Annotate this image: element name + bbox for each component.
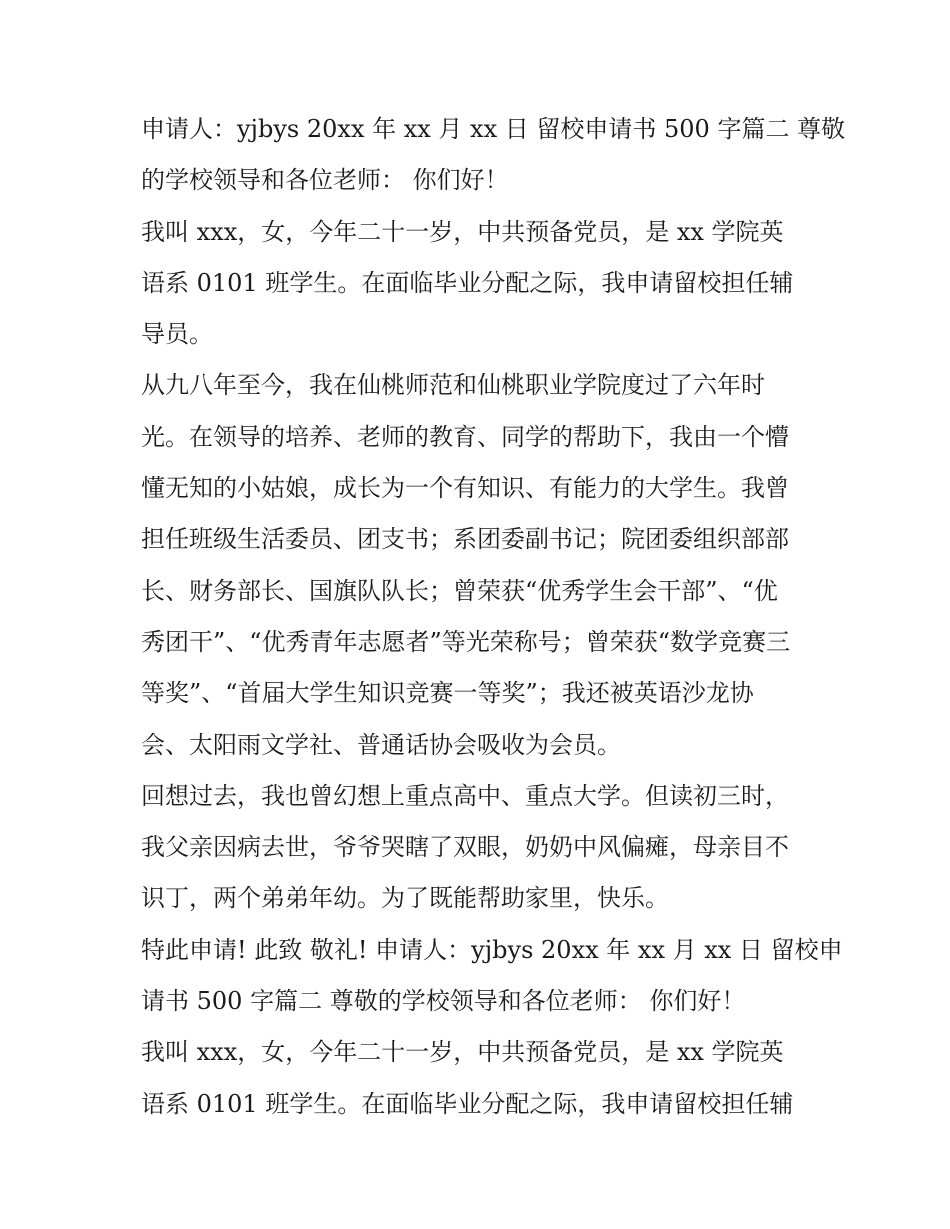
- text-line: 我父亲因病去世，爷爷哭瞎了双眼，奶奶中风偏瘫，母亲目不: [141, 833, 789, 862]
- document-body: [141, 104, 846, 1130]
- text-line: 的学校领导和各位老师： 你们好！: [141, 166, 509, 195]
- text-line: 会、太阳雨文学社、普通话协会吸收为会员。: [141, 730, 621, 759]
- text-line: 从九八年至今，我在仙桃师范和仙桃职业学院度过了六年时: [141, 371, 765, 400]
- text-line: 光。在领导的培养、老师的教育、同学的帮助下，我由一个懵: [141, 422, 789, 451]
- text-line: 长、财务部长、国旗队队长；曾荣获“优秀学生会干部”、“优: [141, 576, 778, 605]
- text-line: 担任班级生活委员、团支书；系团委副书记；院团委组织部部: [141, 525, 789, 554]
- text-line: 申请人：yjbys 20xx 年 xx 月 xx 日 留校申请书 500 字篇二 尊敬: [141, 115, 846, 143]
- text-line: 等奖”、“首届大学生知识竞赛一等奖”；我还被英语沙龙协: [141, 679, 754, 708]
- text-line: 导员。: [141, 320, 213, 349]
- text-line: 特此申请! 此致 敬礼! 申请人：yjbys 20xx 年 xx 月 xx 日 留校申: [141, 935, 843, 964]
- text-line: 懂无知的小姑娘，成长为一个有知识、有能力的大学生。我曾: [141, 474, 789, 503]
- text-line: 回想过去，我也曾幻想上重点高中、重点大学。但读初三时，: [141, 781, 789, 810]
- text-line: 秀团干”、“优秀青年志愿者”等光荣称号；曾荣获“数学竞赛三: [141, 627, 791, 656]
- text-line: 识丁，两个弟弟年幼。为了既能帮助家里，快乐。: [141, 884, 669, 913]
- text-line: 我叫 xxx，女，今年二十一岁，中共预备党员，是 xx 学院英: [141, 217, 784, 246]
- text-line: 语系 0101 班学生。在面临毕业分配之际，我申请留校担任辅: [141, 1089, 794, 1118]
- text-line: 请书 500 字篇二 尊敬的学校领导和各位老师： 你们好！: [141, 987, 746, 1016]
- text-line: 语系 0101 班学生。在面临毕业分配之际，我申请留校担任辅: [141, 268, 794, 297]
- text-line: 我叫 xxx，女，今年二十一岁，中共预备党员，是 xx 学院英: [141, 1038, 784, 1067]
